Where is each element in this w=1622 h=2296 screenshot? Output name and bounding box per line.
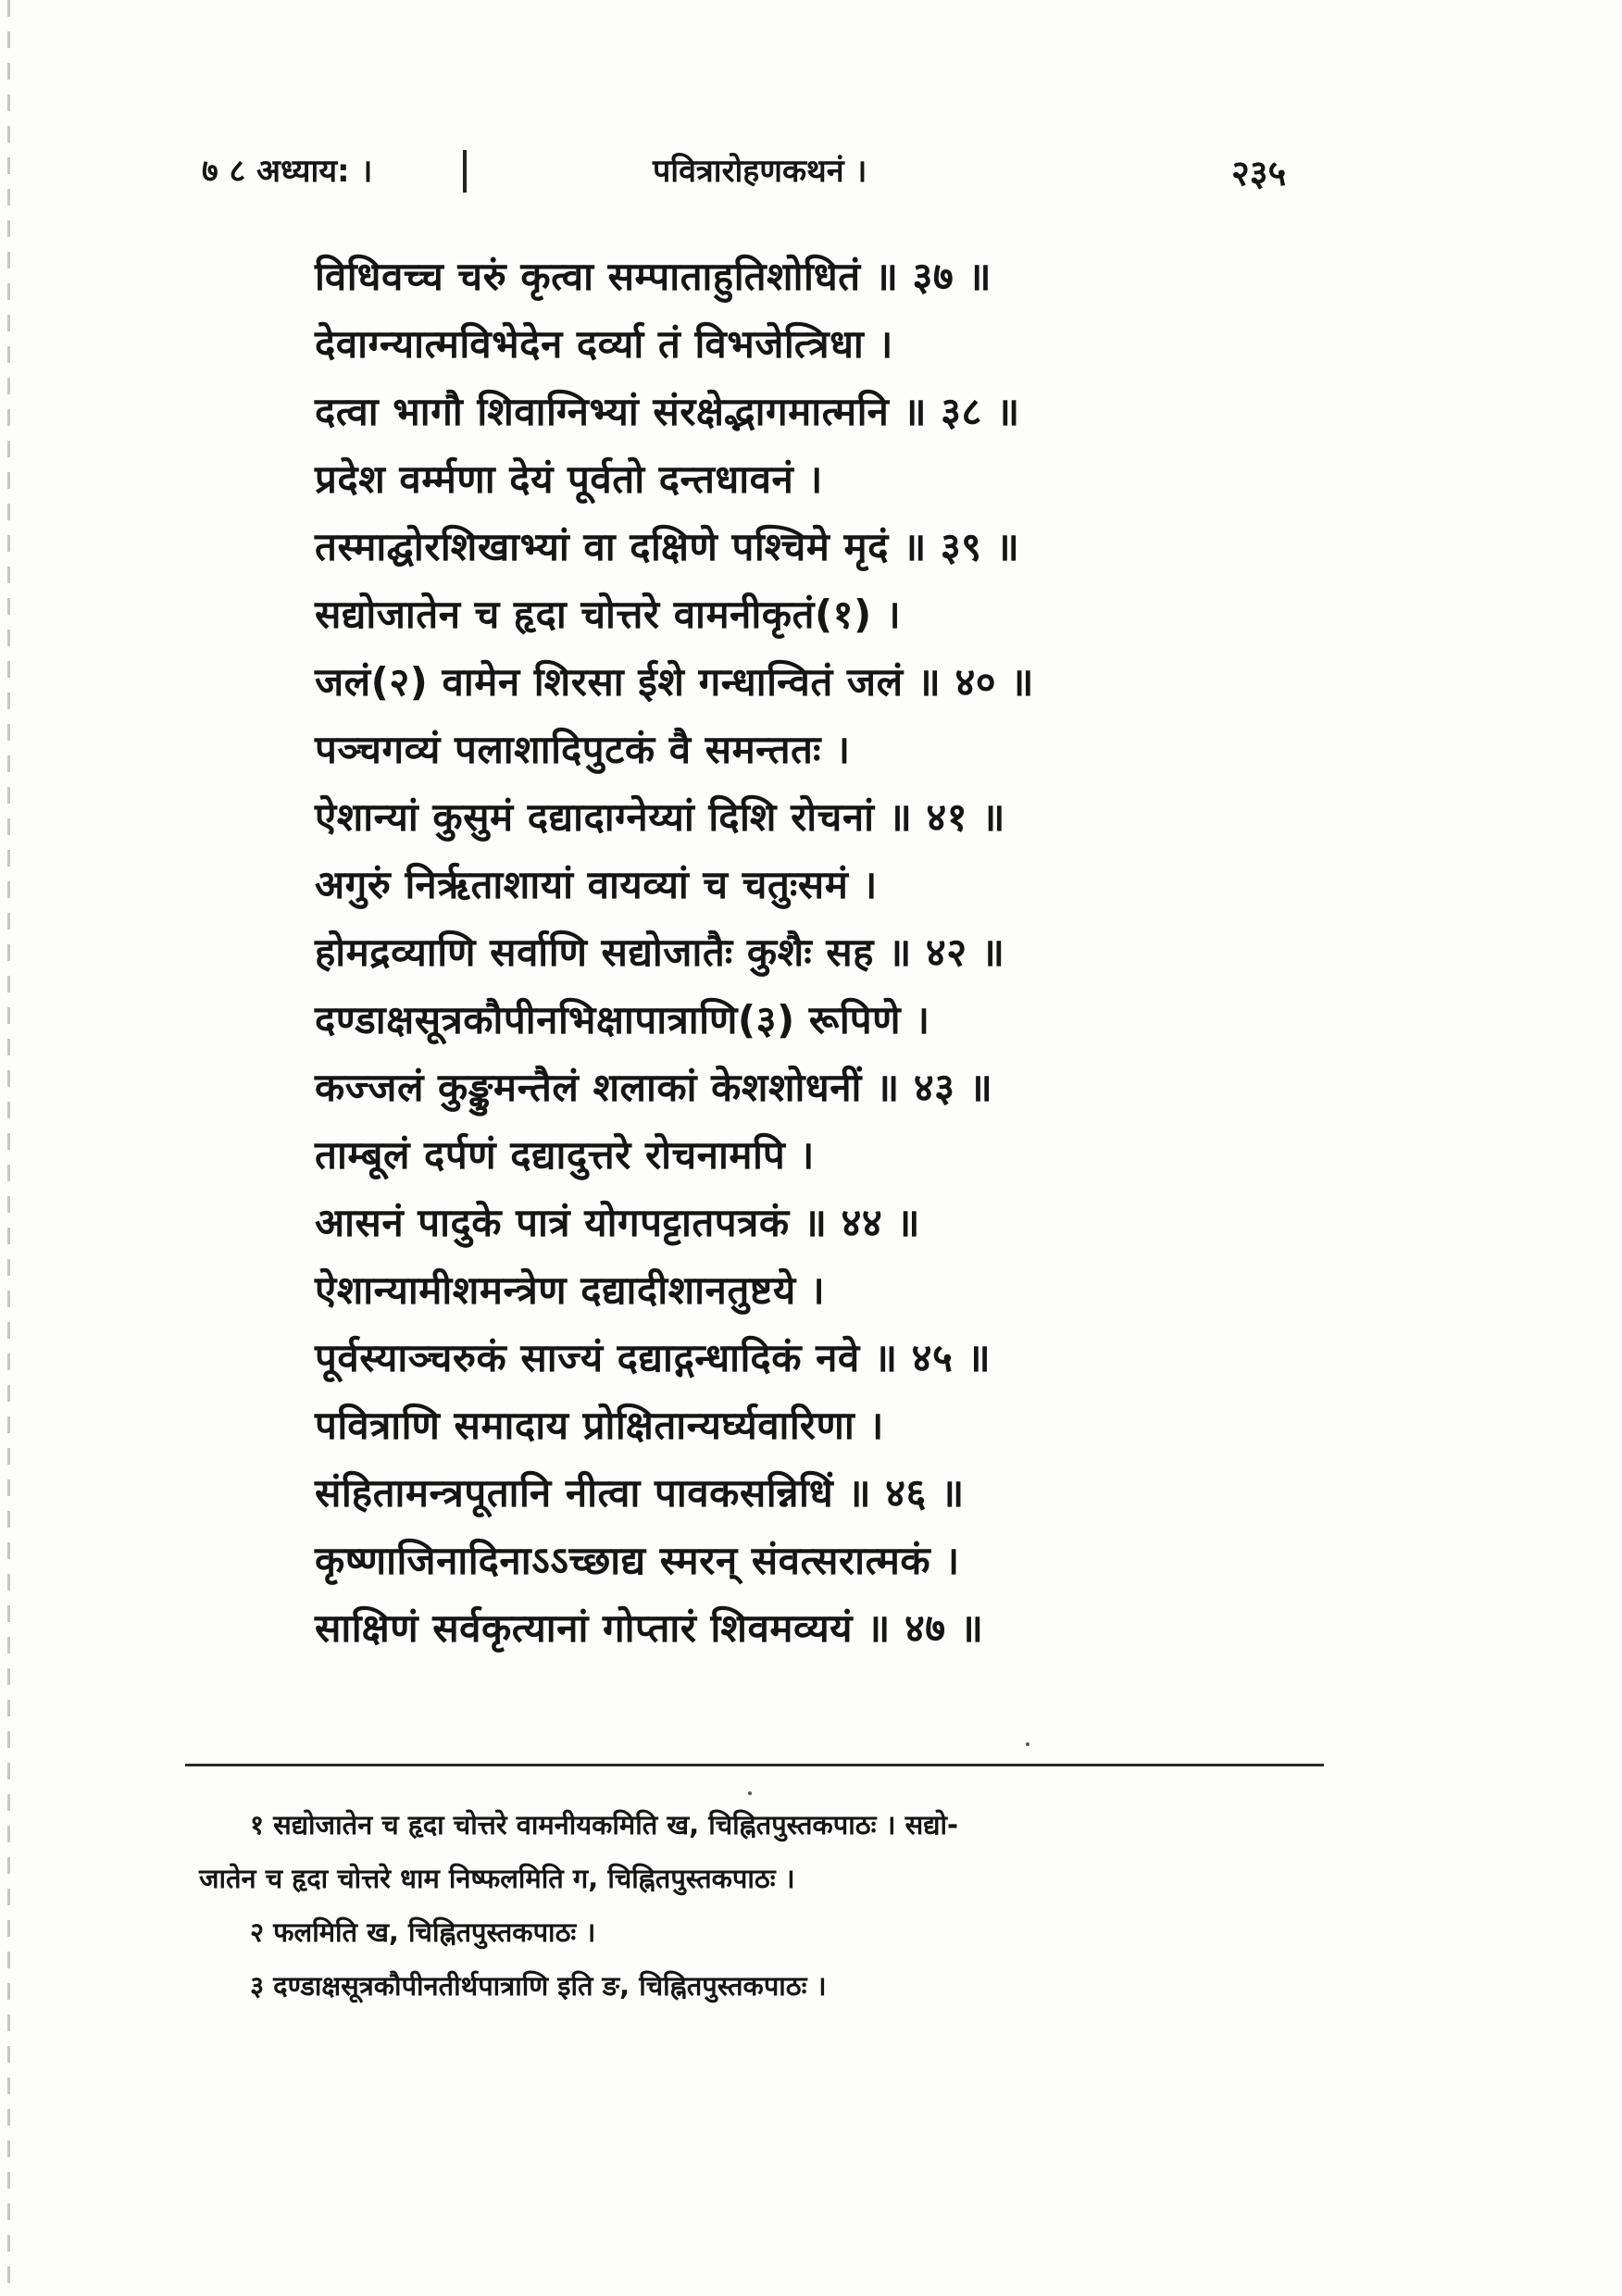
verse-line: साक्षिणं सर्वकृत्यानां गोप्तारं शिवमव्ययं ॥ ४७ ॥ xyxy=(315,1605,984,1651)
verse-line: सद्योजातेन च हृदा चोत्तरे वामनीकृतं(१) । xyxy=(315,592,902,637)
verse-line: ऐशान्यामीशमन्त्रेण दद्यादीशानतुष्टये । xyxy=(315,1267,826,1313)
verse-line: देवाग्न्यात्मविभेदेन दर्व्या तं विभजेत्त्रिधा । xyxy=(315,321,893,367)
verse-line: कृष्णाजिनादिनाऽऽच्छाद्य स्मरन् संवत्सरात्मकं । xyxy=(315,1538,960,1583)
verse-line: दण्डाक्षसूत्रकौपीनभिक्षापात्राणि(३) रूपिणे । xyxy=(315,997,930,1042)
verse-line: होमद्रव्याणि सर्वाणि सद्योजातैः कुशैः सह ॥ ४२ ॥ xyxy=(315,930,1005,975)
footnote: ३ दण्डाक्षसूत्रकौपीनतीर्थपात्राणि इति ङ, चिह्नितपुस्तकपाठः । xyxy=(250,1970,827,2002)
footnote: १ सद्योजातेन च हृदा चोत्तरे वामनीयकमिति ख, चिह्नितपुस्तकपाठः । सद्यो- xyxy=(250,1809,959,1841)
verse-line: विधिवच्च चरुं कृत्वा सम्पाताहुतिशोधितं ॥ ३७ ॥ xyxy=(315,254,992,299)
print-speck xyxy=(748,1791,752,1795)
verse-line: अगुरुं निर्ऋताशायां वायव्यां च चतुःसमं । xyxy=(315,862,878,907)
verse-line: आसनं पादुके पात्रं योगपट्टातपत्रकं ॥ ४४ ॥ xyxy=(315,1200,920,1245)
verse-line: पूर्वस्याञ्चरुकं साज्यं दद्याद्गन्धादिकं नवे ॥ ४५ ॥ xyxy=(315,1335,992,1380)
page-title: पवित्रारोहणकथनं । xyxy=(653,153,867,190)
verse-line: पञ्चगव्यं पलाशादिपुटकं वै समन्ततः । xyxy=(315,727,851,772)
footnote-divider xyxy=(185,1764,1324,1766)
verse-line: तस्माद्घोरशिखाभ्यां वा दक्षिणे पश्चिमे मृदं ॥ ३९ ॥ xyxy=(315,524,1020,569)
verse-line: प्रदेश वर्म्मणा देयं पूर्वतो दन्तधावनं । xyxy=(315,456,823,502)
verse-block xyxy=(315,243,1389,1662)
verse-line: कज्जलं कुङ्कुमन्तैलं शलाकां केशशोधनीं ॥ ४३ ॥ xyxy=(315,1065,993,1110)
binding-edge xyxy=(7,0,10,2296)
verse-line: पवित्राणि समादाय प्रोक्षितान्यर्घ्यवारिणा । xyxy=(315,1403,884,1448)
running-header xyxy=(0,148,1622,204)
print-speck xyxy=(1026,1742,1029,1746)
verse-line: दत्वा भागौ शिवाग्निभ्यां संरक्षेद्भागमात्मनि ॥ ३८ ॥ xyxy=(315,389,1020,434)
header-divider xyxy=(463,150,467,193)
page-number: २३५ xyxy=(1231,153,1287,193)
footnotes xyxy=(199,1798,1338,2013)
verse-line: ताम्बूलं दर्पणं दद्यादुत्तरे रोचनामपि । xyxy=(315,1132,815,1178)
verse-line: ऐशान्यां कुसुमं दद्यादाग्नेय्यां दिशि रोचनां ॥ ४१ ॥ xyxy=(315,794,1005,840)
footnote: २ फलमिति ख, चिह्नितपुस्तकपाठः । xyxy=(250,1916,596,1948)
chapter-label: ७ ८ अध्याय: । xyxy=(202,153,373,190)
verse-line: जलं(२) वामेन शिरसा ईशे गन्धान्वितं जलं ॥ ४० ॥ xyxy=(315,659,1034,705)
footnote-continuation: जातेन च हृदा चोत्तरे धाम निष्फलमिति ग, चिह्नितपुस्तकपाठः । xyxy=(199,1863,795,1894)
verse-line: संहितामन्त्रपूतानि नीत्वा पावकसन्निधिं ॥ ४६ ॥ xyxy=(315,1470,965,1516)
